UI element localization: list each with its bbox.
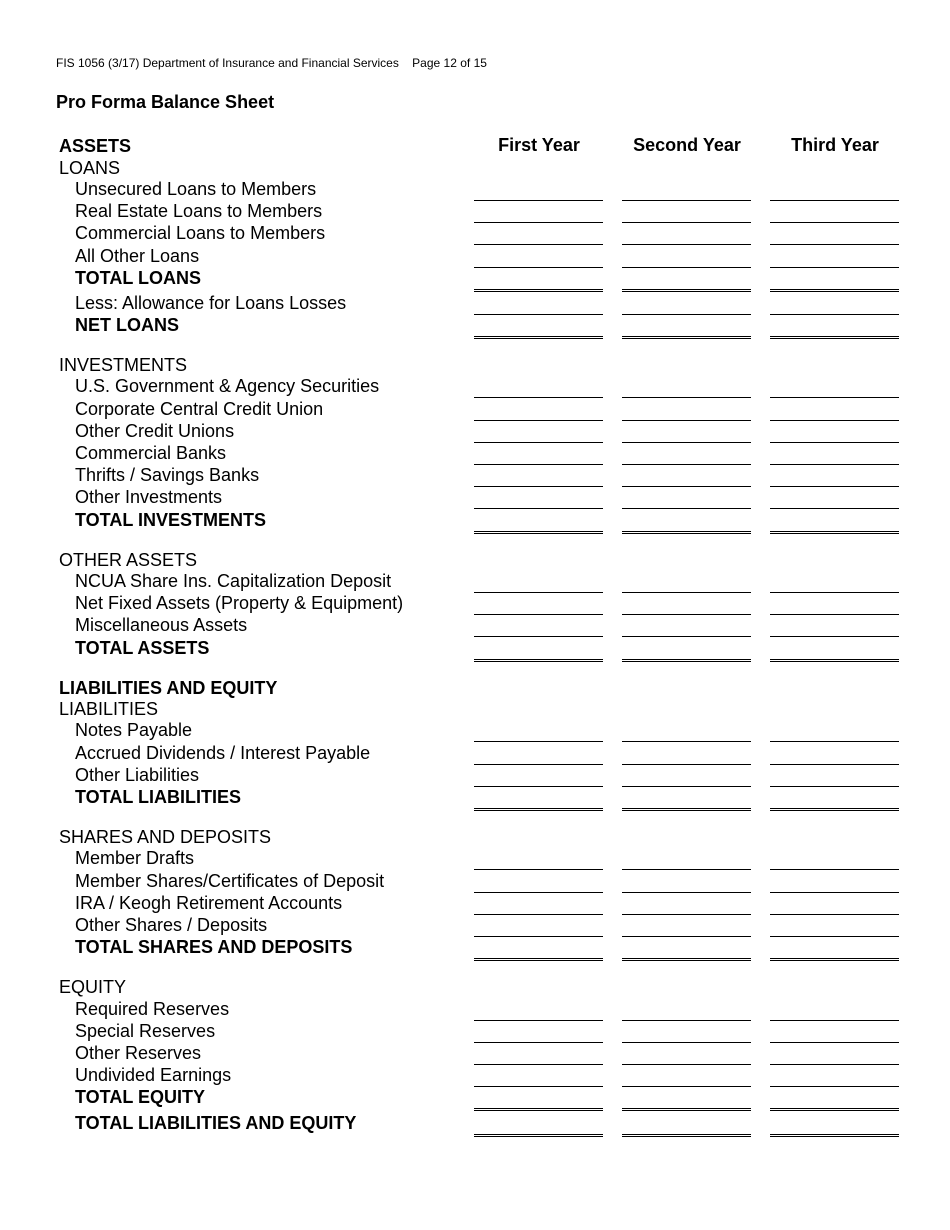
row-label-shares-and-deposits: SHARES AND DEPOSITS (59, 827, 272, 847)
entry-field-second-year[interactable] (622, 914, 751, 937)
entry-field-third-year[interactable] (770, 1112, 899, 1137)
entry-field-first-year[interactable] (474, 764, 603, 787)
entry-field-second-year[interactable] (622, 1064, 751, 1087)
entry-field-second-year[interactable] (622, 892, 751, 915)
entry-field-second-year[interactable] (622, 614, 751, 637)
row-label-u-s-government-agency-securities: U.S. Government & Agency Securities (75, 376, 380, 396)
line-item (0, 570, 950, 592)
entry-field-second-year[interactable] (622, 420, 751, 443)
row-label-notes-payable: Notes Payable (75, 720, 193, 740)
entry-field-second-year[interactable] (622, 1020, 751, 1043)
entry-field-first-year[interactable] (474, 420, 603, 443)
entry-field-first-year[interactable] (474, 509, 603, 534)
entry-field-first-year[interactable] (474, 442, 603, 465)
section-heading (0, 354, 950, 376)
entry-field-second-year[interactable] (622, 1042, 751, 1065)
row-label-total-assets: TOTAL ASSETS (75, 638, 210, 658)
line-item (0, 892, 950, 914)
entry-field-third-year[interactable] (770, 1042, 899, 1065)
line-item (0, 222, 950, 244)
entry-field-third-year[interactable] (770, 314, 899, 339)
entry-field-second-year[interactable] (622, 998, 751, 1021)
entry-field-second-year[interactable] (622, 245, 751, 268)
line-item (0, 178, 950, 200)
entry-field-third-year[interactable] (770, 398, 899, 421)
row-label-total-loans: TOTAL LOANS (75, 268, 201, 288)
row-label-undivided-earnings: Undivided Earnings (75, 1065, 232, 1085)
entry-field-second-year[interactable] (622, 442, 751, 465)
entry-field-first-year[interactable] (474, 892, 603, 915)
entry-field-third-year[interactable] (770, 870, 899, 893)
entry-field-third-year[interactable] (770, 936, 899, 961)
entry-field-second-year[interactable] (622, 375, 751, 398)
entry-field-third-year[interactable] (770, 486, 899, 509)
entry-field-second-year[interactable] (622, 222, 751, 245)
row-label-thrifts-savings-banks: Thrifts / Savings Banks (75, 465, 260, 485)
line-item (0, 1064, 950, 1086)
line-item (0, 1086, 950, 1108)
page-title: Pro Forma Balance Sheet (56, 92, 275, 112)
entry-field-first-year[interactable] (474, 936, 603, 961)
line-item (0, 614, 950, 636)
entry-field-third-year[interactable] (770, 1064, 899, 1087)
entry-field-third-year[interactable] (770, 292, 899, 315)
row-label-real-estate-loans-to-members: Real Estate Loans to Members (75, 201, 323, 221)
entry-field-third-year[interactable] (770, 570, 899, 593)
entry-field-second-year[interactable] (622, 719, 751, 742)
entry-field-second-year[interactable] (622, 178, 751, 201)
entry-field-third-year[interactable] (770, 178, 899, 201)
line-item (0, 998, 950, 1020)
entry-field-first-year[interactable] (474, 200, 603, 223)
entry-field-second-year[interactable] (622, 464, 751, 487)
section-heading (0, 549, 950, 571)
entry-field-first-year[interactable] (474, 998, 603, 1021)
row-label-all-other-loans: All Other Loans (75, 246, 200, 266)
entry-field-first-year[interactable] (474, 1020, 603, 1043)
line-item (0, 1020, 950, 1042)
entry-field-third-year[interactable] (770, 464, 899, 487)
section-heading (0, 826, 950, 848)
entry-field-third-year[interactable] (770, 375, 899, 398)
column-header-first-year: First Year (498, 135, 580, 155)
entry-field-second-year[interactable] (622, 200, 751, 223)
line-item (0, 592, 950, 614)
row-label-ncua-share-ins-capitalization-deposit: NCUA Share Ins. Capitalization Deposit (75, 571, 392, 591)
line-item (0, 870, 950, 892)
line-item (0, 375, 950, 397)
entry-field-second-year[interactable] (622, 486, 751, 509)
entry-field-third-year[interactable] (770, 719, 899, 742)
row-label-total-equity: TOTAL EQUITY (75, 1087, 206, 1107)
entry-field-third-year[interactable] (770, 614, 899, 637)
entry-field-third-year[interactable] (770, 442, 899, 465)
line-item (0, 637, 950, 659)
row-label-other-shares-deposits: Other Shares / Deposits (75, 915, 268, 935)
entry-field-second-year[interactable] (622, 742, 751, 765)
row-label-other-liabilities: Other Liabilities (75, 765, 200, 785)
line-item (0, 314, 950, 336)
line-item (0, 245, 950, 267)
line-item (0, 764, 950, 786)
row-label-equity: EQUITY (59, 977, 127, 997)
entry-field-third-year[interactable] (770, 1086, 899, 1111)
section-heading (0, 677, 950, 699)
entry-field-second-year[interactable] (622, 592, 751, 615)
entry-field-second-year[interactable] (622, 509, 751, 534)
entry-field-third-year[interactable] (770, 637, 899, 662)
line-item (0, 847, 950, 869)
entry-field-third-year[interactable] (770, 786, 899, 811)
entry-field-third-year[interactable] (770, 245, 899, 268)
entry-field-third-year[interactable] (770, 509, 899, 534)
entry-field-second-year[interactable] (622, 570, 751, 593)
row-label-loans: LOANS (59, 158, 121, 178)
entry-field-third-year[interactable] (770, 914, 899, 937)
line-item (0, 464, 950, 486)
line-item (0, 486, 950, 508)
row-label-required-reserves: Required Reserves (75, 999, 230, 1019)
entry-field-third-year[interactable] (770, 847, 899, 870)
entry-field-first-year[interactable] (474, 592, 603, 615)
entry-field-third-year[interactable] (770, 998, 899, 1021)
entry-field-first-year[interactable] (474, 314, 603, 339)
entry-field-third-year[interactable] (770, 267, 899, 292)
entry-field-second-year[interactable] (622, 314, 751, 339)
row-label-commercial-banks: Commercial Banks (75, 443, 227, 463)
line-item (0, 786, 950, 808)
entry-field-third-year[interactable] (770, 764, 899, 787)
entry-field-first-year[interactable] (474, 398, 603, 421)
entry-field-first-year[interactable] (474, 178, 603, 201)
entry-field-third-year[interactable] (770, 742, 899, 765)
row-label-other-credit-unions: Other Credit Unions (75, 421, 235, 441)
line-item (0, 936, 950, 958)
entry-field-second-year[interactable] (622, 292, 751, 315)
entry-field-first-year[interactable] (474, 637, 603, 662)
entry-field-first-year[interactable] (474, 292, 603, 315)
line-item (0, 719, 950, 741)
row-label-total-investments: TOTAL INVESTMENTS (75, 510, 267, 530)
line-item (0, 398, 950, 420)
entry-field-first-year[interactable] (474, 614, 603, 637)
row-label-ira-keogh-retirement-accounts: IRA / Keogh Retirement Accounts (75, 893, 343, 913)
line-item (0, 442, 950, 464)
column-header-third-year: Third Year (791, 135, 879, 155)
entry-field-second-year[interactable] (622, 870, 751, 893)
entry-field-third-year[interactable] (770, 892, 899, 915)
section-heading (0, 135, 950, 157)
row-label-unsecured-loans-to-members: Unsecured Loans to Members (75, 179, 317, 199)
entry-field-second-year[interactable] (622, 1086, 751, 1111)
section-heading (0, 698, 950, 720)
entry-field-first-year[interactable] (474, 245, 603, 268)
row-label-total-shares-and-deposits: TOTAL SHARES AND DEPOSITS (75, 937, 353, 957)
row-label-miscellaneous-assets: Miscellaneous Assets (75, 615, 248, 635)
entry-field-second-year[interactable] (622, 267, 751, 292)
entry-field-first-year[interactable] (474, 719, 603, 742)
row-label-liabilities-and-equity: LIABILITIES AND EQUITY (59, 678, 278, 698)
entry-field-first-year[interactable] (474, 1042, 603, 1065)
row-label-accrued-dividends-interest-payable: Accrued Dividends / Interest Payable (75, 743, 371, 763)
entry-field-first-year[interactable] (474, 486, 603, 509)
entry-field-first-year[interactable] (474, 375, 603, 398)
row-label-liabilities: LIABILITIES (59, 699, 159, 719)
line-item (0, 200, 950, 222)
entry-field-first-year[interactable] (474, 742, 603, 765)
line-item (0, 267, 950, 289)
row-label-other-investments: Other Investments (75, 487, 223, 507)
entry-field-first-year[interactable] (474, 1086, 603, 1111)
entry-field-second-year[interactable] (622, 847, 751, 870)
row-label-corporate-central-credit-union: Corporate Central Credit Union (75, 399, 324, 419)
row-label-commercial-loans-to-members: Commercial Loans to Members (75, 223, 326, 243)
row-label-net-fixed-assets-property-equipment: Net Fixed Assets (Property & Equipment) (75, 593, 404, 613)
entry-field-second-year[interactable] (622, 398, 751, 421)
row-label-other-assets: OTHER ASSETS (59, 550, 198, 570)
line-item (0, 914, 950, 936)
entry-field-third-year[interactable] (770, 420, 899, 443)
row-label-member-drafts: Member Drafts (75, 848, 195, 868)
entry-field-second-year[interactable] (622, 764, 751, 787)
entry-field-first-year[interactable] (474, 267, 603, 292)
entry-field-second-year[interactable] (622, 1112, 751, 1137)
section-heading (0, 976, 950, 998)
line-item (0, 742, 950, 764)
entry-field-first-year[interactable] (474, 570, 603, 593)
entry-field-second-year[interactable] (622, 786, 751, 811)
section-heading (0, 157, 950, 179)
entry-field-third-year[interactable] (770, 222, 899, 245)
row-label-less-allowance-for-loans-losses: Less: Allowance for Loans Losses (75, 293, 347, 313)
line-item (0, 509, 950, 531)
entry-field-third-year[interactable] (770, 200, 899, 223)
row-label-investments: INVESTMENTS (59, 355, 188, 375)
entry-field-second-year[interactable] (622, 637, 751, 662)
entry-field-first-year[interactable] (474, 870, 603, 893)
entry-field-first-year[interactable] (474, 1112, 603, 1137)
line-item (0, 292, 950, 314)
form-header: FIS 1056 (3/17) Department of Insurance and Financial Services Page 12 of 15 (56, 56, 487, 70)
row-label-total-liabilities-and-equity: TOTAL LIABILITIES AND EQUITY (75, 1113, 357, 1133)
entry-field-first-year[interactable] (474, 847, 603, 870)
row-label-total-liabilities: TOTAL LIABILITIES (75, 787, 241, 807)
line-item (0, 420, 950, 442)
row-label-member-shares-certificates-of-deposit: Member Shares/Certificates of Deposit (75, 871, 385, 891)
entry-field-first-year[interactable] (474, 222, 603, 245)
entry-field-first-year[interactable] (474, 786, 603, 811)
entry-field-first-year[interactable] (474, 914, 603, 937)
column-header-second-year: Second Year (633, 135, 741, 155)
line-item (0, 1112, 950, 1134)
entry-field-third-year[interactable] (770, 592, 899, 615)
row-label-special-reserves: Special Reserves (75, 1021, 216, 1041)
entry-field-third-year[interactable] (770, 1020, 899, 1043)
entry-field-first-year[interactable] (474, 1064, 603, 1087)
entry-field-second-year[interactable] (622, 936, 751, 961)
row-label-assets: ASSETS (59, 136, 132, 156)
row-label-other-reserves: Other Reserves (75, 1043, 202, 1063)
line-item (0, 1042, 950, 1064)
row-label-net-loans: NET LOANS (75, 315, 180, 335)
entry-field-first-year[interactable] (474, 464, 603, 487)
